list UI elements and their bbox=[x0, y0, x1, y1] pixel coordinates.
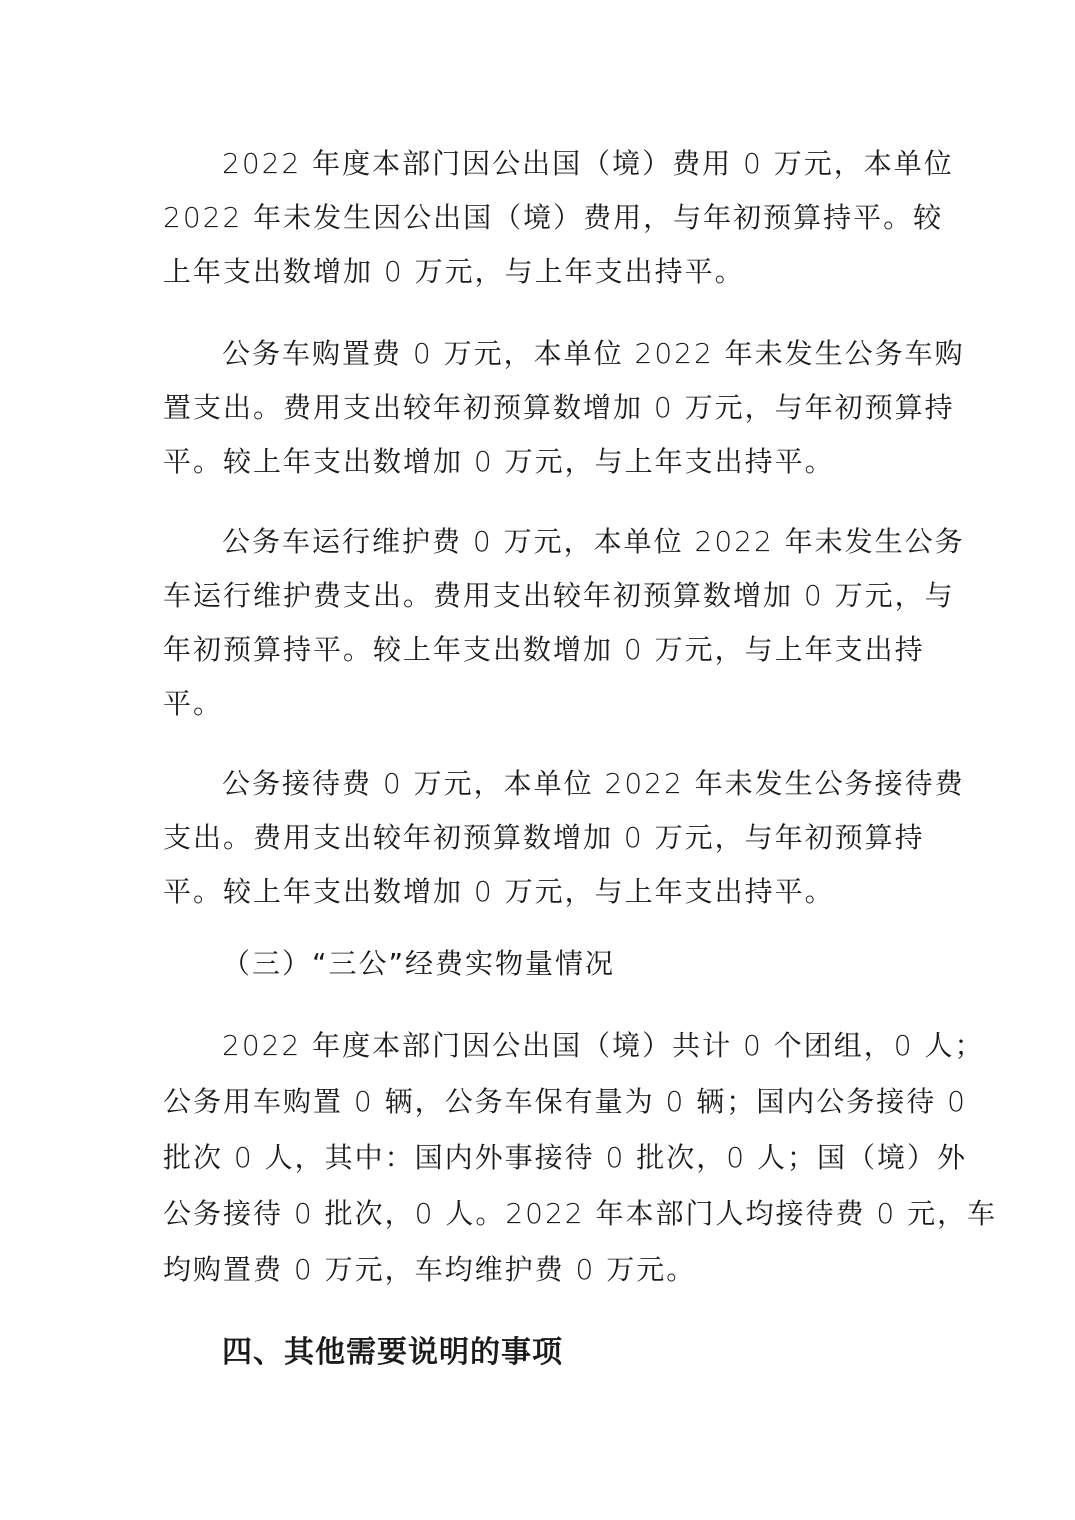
paragraph-1-line-3: 上年支出数增加 0 万元，与上年支出持平。 bbox=[163, 255, 745, 288]
physical-paragraph-line-1: 2022 年度本部门因公出国（境）共计 0 个团组，0 人； bbox=[222, 1029, 985, 1062]
paragraph-2-line-3: 平。较上年支出数增加 0 万元，与上年支出持平。 bbox=[163, 445, 835, 478]
paragraph-1-line-1: 2022 年度本部门因公出国（境）费用 0 万元，本单位 bbox=[222, 147, 954, 180]
paragraph-4-line-3: 平。较上年支出数增加 0 万元，与上年支出持平。 bbox=[163, 875, 835, 908]
physical-paragraph-line-2: 公务用车购置 0 辆，公务车保有量为 0 辆；国内公务接待 0 bbox=[163, 1085, 967, 1118]
paragraph-2-line-2: 置支出。费用支出较年初预算数增加 0 万元，与年初预算持 bbox=[163, 391, 955, 424]
paragraph-4-line-2: 支出。费用支出较年初预算数增加 0 万元，与年初预算持 bbox=[163, 821, 925, 854]
paragraph-3-line-4: 平。 bbox=[163, 687, 224, 720]
physical-paragraph-line-3: 批次 0 人，其中：国内外事接待 0 批次，0 人；国（境）外 bbox=[163, 1141, 967, 1174]
paragraph-3-line-2: 车运行维护费支出。费用支出较年初预算数增加 0 万元，与 bbox=[163, 579, 955, 612]
paragraph-2-line-1: 公务车购置费 0 万元，本单位 2022 年未发生公务车购 bbox=[222, 337, 965, 370]
paragraph-3-line-3: 年初预算持平。较上年支出数增加 0 万元，与上年支出持 bbox=[163, 633, 925, 666]
subsection-title: （三）“三公”经费实物量情况 bbox=[222, 947, 616, 980]
paragraph-4-line-1: 公务接待费 0 万元，本单位 2022 年未发生公务接待费 bbox=[222, 767, 965, 800]
section-title: 四、其他需要说明的事项 bbox=[222, 1335, 563, 1370]
paragraph-3-line-1: 公务车运行维护费 0 万元，本单位 2022 年未发生公务 bbox=[222, 525, 965, 558]
physical-paragraph-line-4: 公务接待 0 批次，0 人。2022 年本部门人均接待费 0 元，车 bbox=[163, 1197, 998, 1230]
physical-paragraph-line-5: 均购置费 0 万元，车均维护费 0 万元。 bbox=[163, 1253, 697, 1286]
paragraph-1-line-2: 2022 年未发生因公出国（境）费用，与年初预算持平。较 bbox=[163, 201, 944, 234]
